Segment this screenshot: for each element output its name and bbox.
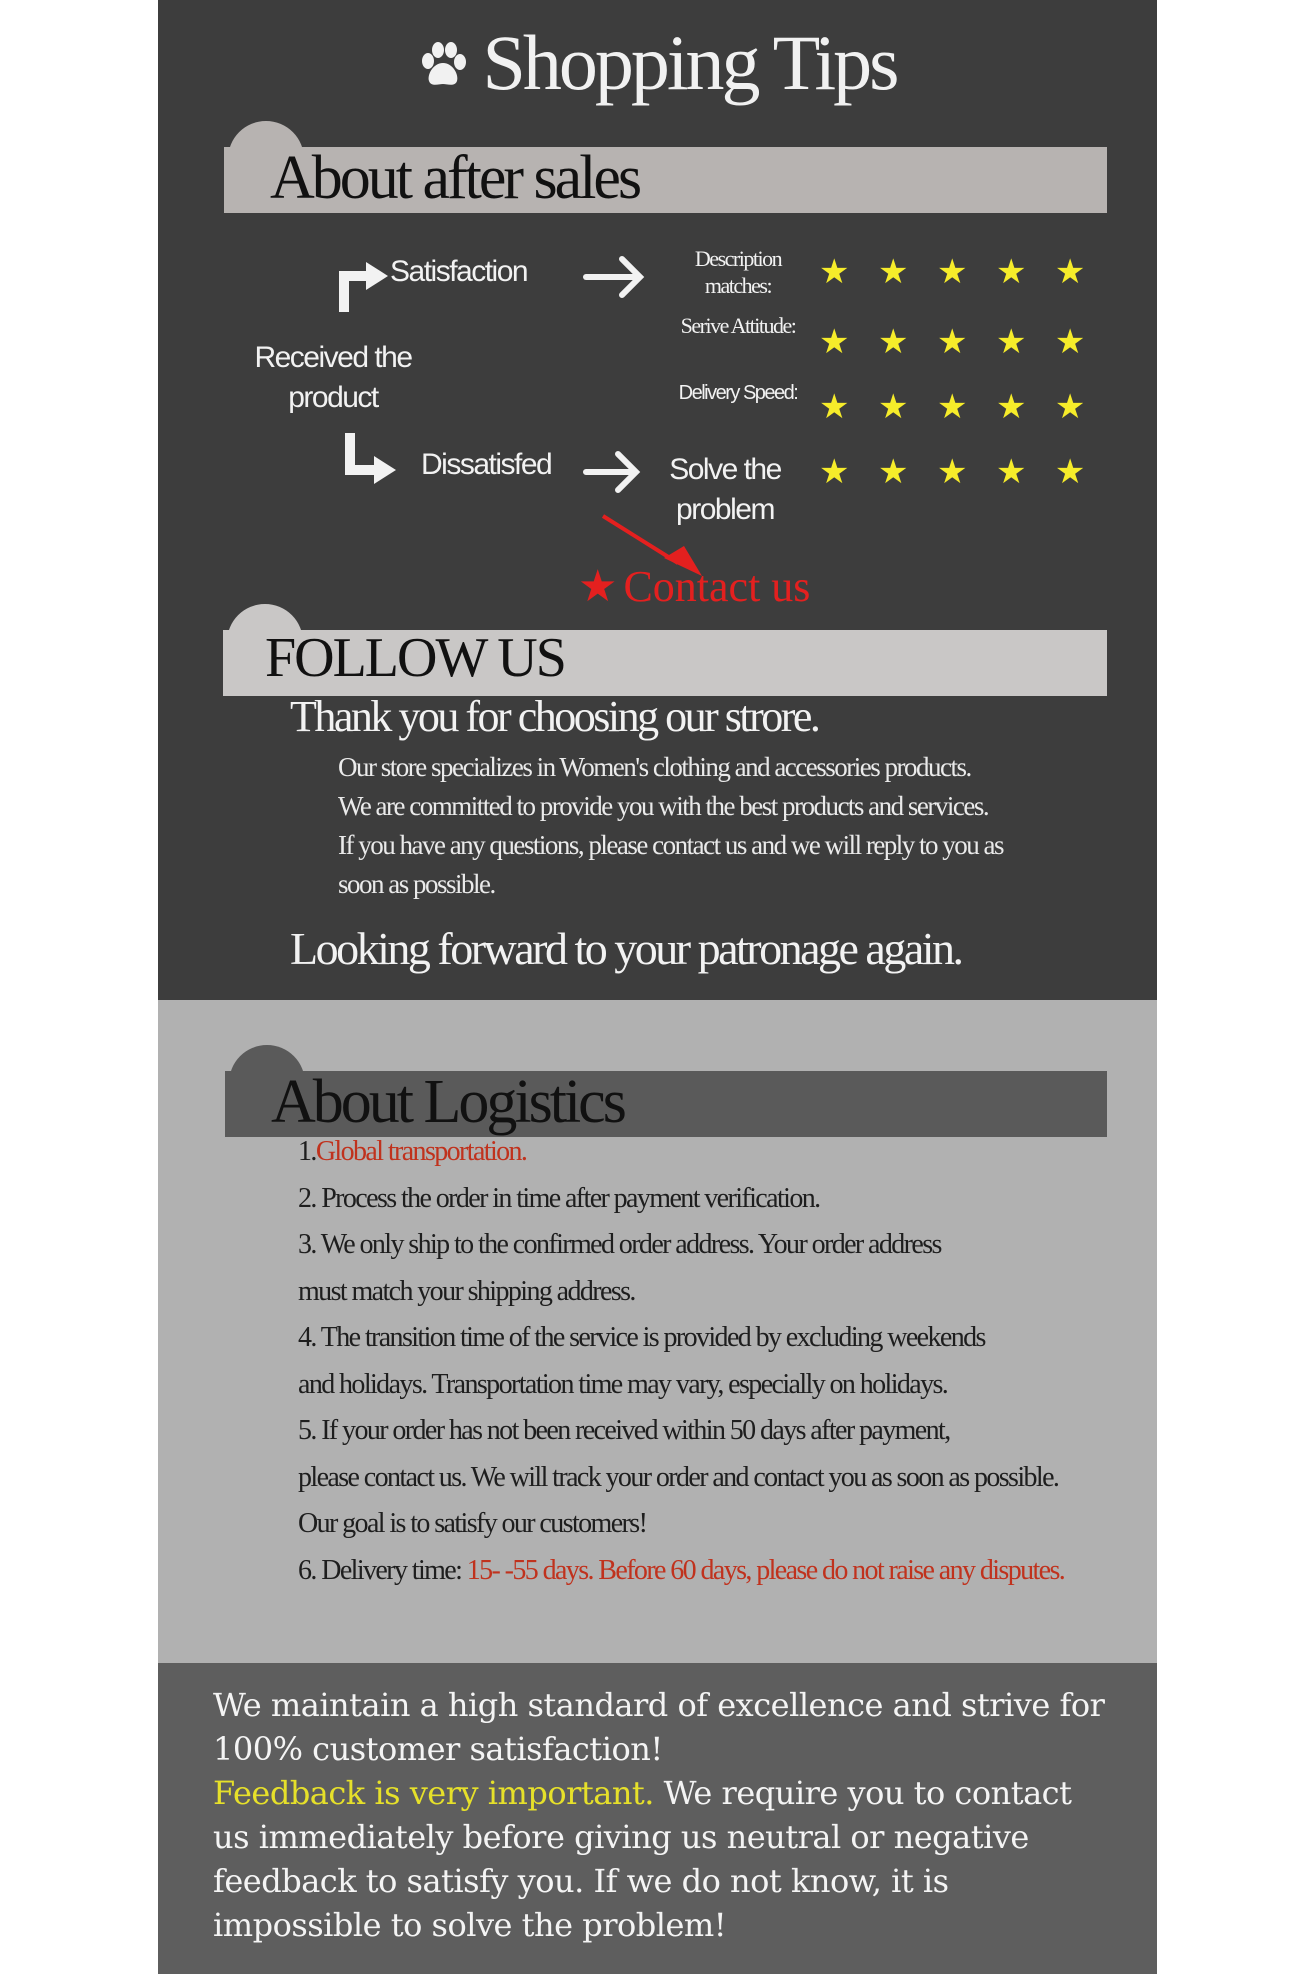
rating-label-description: Description matches: [694, 246, 782, 298]
list-item: 6. Delivery time: 15- -55 days. Before 60 days, please do not raise any disputes. [298, 1554, 1065, 1586]
feedback-text: We maintain a high standard of excellence and strive for 100% customer satisfaction! Feedback is very important. We require you to contact us immediately before giving us neutral or negative feedback to satisfy you. If we do not know, it is impossible to solve the problem! [213, 1686, 1105, 1944]
feedback-highlight: Feedback is very important. [213, 1774, 654, 1812]
logistics-heading: About Logistics [271, 1068, 624, 1136]
list-item: 5. If your order has not been received within 50 days after payment, [298, 1415, 950, 1446]
thanks-line: Thank you for choosing our strore. [290, 692, 819, 741]
rating-label-delivery: Delivery Speed: [678, 382, 798, 404]
logistics-band [225, 1068, 1107, 1137]
list-item: please contact us. We will track your order and contact you as soon as possible. [298, 1461, 1059, 1493]
list-item: must match your shipping address. [298, 1275, 635, 1307]
list-item: 2. Process the order in time after payment verification. [298, 1182, 820, 1214]
after-sales-heading: About after sales [270, 144, 640, 212]
received-product-label: Received the product [254, 341, 412, 414]
logistics-panel [158, 1000, 1157, 1663]
star-rating-attitude: ★ ★ ★ ★ ★ [819, 324, 1096, 361]
list-item: and holidays. Transportation time may vary, especially on holidays. [298, 1368, 948, 1400]
logistics-list [298, 1129, 1138, 1594]
list-item: 1.Global transportation. [298, 1136, 527, 1167]
follow-band [223, 627, 1107, 696]
star-rating-description: ★ ★ ★ ★ ★ [819, 254, 1096, 291]
satisfaction-label: Satisfaction [390, 255, 528, 288]
turn-down-arrow-icon [374, 456, 396, 484]
red-star-icon: ★ [578, 562, 618, 611]
follow-text-line: Our store specializes in Women's clothing and accessories products. [338, 752, 971, 782]
closing-line: Looking forward to your patronage again. [290, 923, 962, 974]
solve-problem-label: Solve the problem [669, 453, 781, 526]
contact-us[interactable] [578, 561, 810, 612]
turn-right-arrow-icon [366, 262, 388, 290]
star-rating-solve: ★ ★ ★ ★ ★ [819, 454, 1096, 491]
title-text: Shopping Tips [482, 19, 897, 106]
star-rating-delivery: ★ ★ ★ ★ ★ [819, 389, 1096, 426]
right-arrow-icon [586, 259, 640, 295]
contact-us-label: Contact us [623, 562, 811, 611]
follow-heading: FOLLOW US [265, 627, 565, 689]
rating-label-attitude: Serive Attitude: [680, 313, 796, 338]
follow-text-line: soon as possible. [338, 869, 495, 899]
follow-text-line: If you have any questions, please contact us and we will reply to you as [338, 830, 1004, 860]
list-item: 3. We only ship to the confirmed order address. Your order address [298, 1229, 941, 1260]
list-item: 4. The transition time of the service is provided by excluding weekends [298, 1322, 985, 1353]
dissatisfied-label: Dissatisfed [421, 448, 552, 481]
right-arrow-icon [586, 454, 636, 490]
after-sales-panel [158, 0, 1157, 1000]
list-item: Our goal is to satisfy our customers! [298, 1508, 647, 1539]
follow-text-line: We are committed to provide you with the best products and services. [338, 791, 989, 821]
feedback-panel [158, 1663, 1157, 1974]
